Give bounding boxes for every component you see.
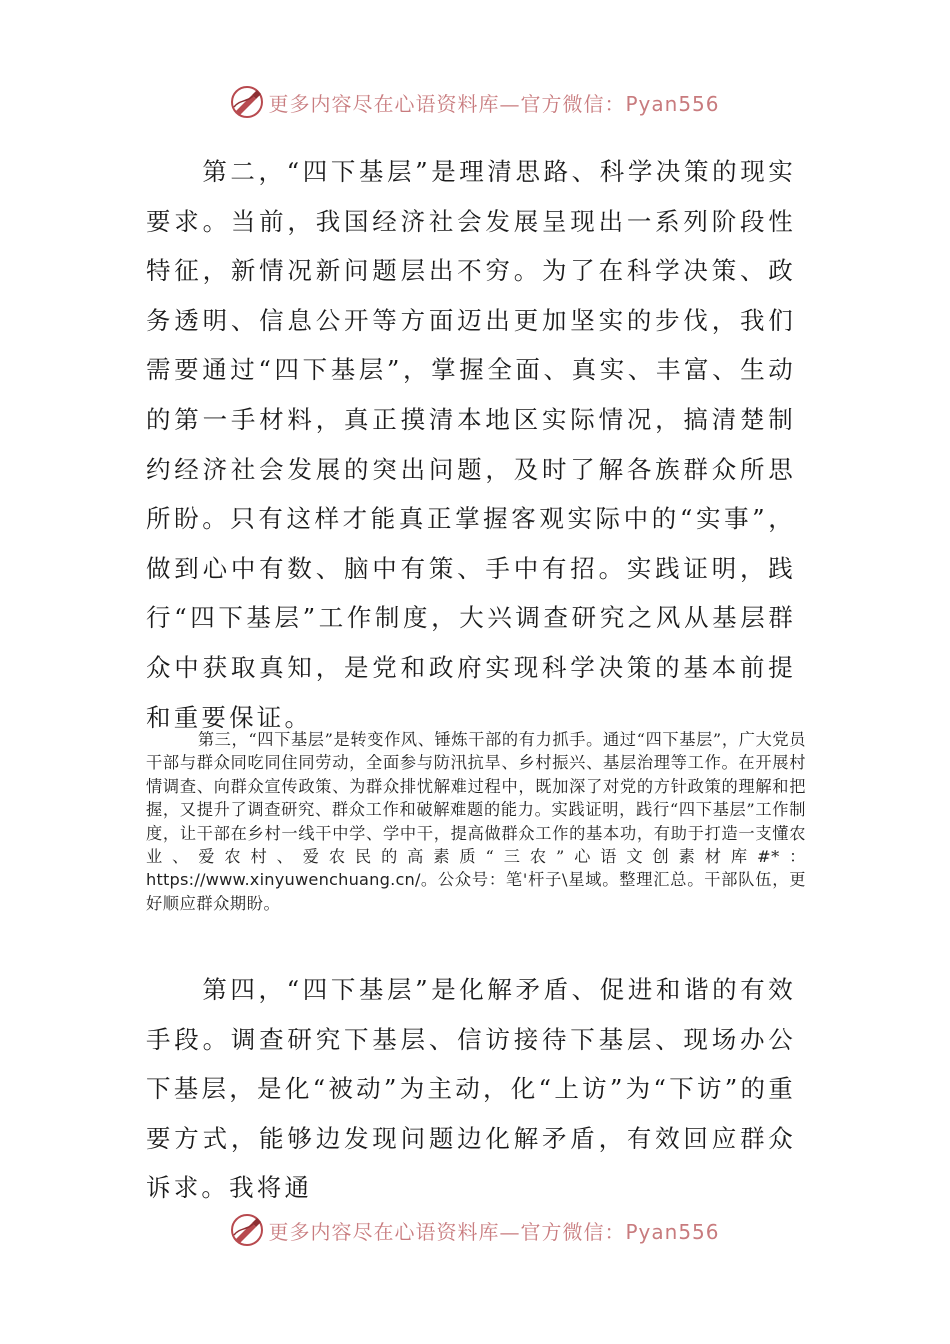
header-banner-cn: 更多内容尽在心语资料库—官方微信： <box>268 91 626 116</box>
header-wechat-id: Pyan556 <box>625 91 720 116</box>
pen-logo-icon <box>230 1213 264 1247</box>
header-banner <box>0 82 950 122</box>
footer-banner-text <box>268 1216 719 1245</box>
footer-banner-cn: 更多内容尽在心语资料库—官方微信： <box>268 1219 626 1244</box>
paragraph-fourth: 第四，“四下基层”是化解矛盾、促进和谐的有效手段。调查研究下基层、信访接待下基层、现场办公下基层，是化“被动”为主动，化“上访”为“下访”的重要方式，能够边发现问题边化解矛盾，有效回应群众诉求。我将通 <box>146 975 796 1203</box>
paragraph-third-tail: 。公众号：笔'杆子\星域。整理汇总。干部队伍，更好顺应群众期盼。 <box>146 870 806 913</box>
footer-wechat-id: Pyan556 <box>625 1219 720 1244</box>
footer-banner <box>0 1210 950 1250</box>
paragraph-third-url: https://www.xinyuwenchuang.cn/ <box>146 870 421 890</box>
paragraph-third <box>146 728 806 915</box>
paragraph-third-text: 第三，“四下基层”是转变作风、锤炼干部的有力抓手。通过“四下基层”，广大党员干部与群众同吃同住同劳动，全面参与防汛抗旱、乡村振兴、基层治理等工作。在开展村情调查、向群众宣传政策、为群众排忧解难过程中，既加深了对党的方针政策的理解和把握，又提升了调查研究、群众工作和破解难题的能力。实践证明，践行“四下基层”工作制度，让干部在乡村一线干中学、学中干，提高做群众工作的基本功，有助于打造一支懂农业、爱农村、爱农民的高素质“三农”心语文创素材库#*： <box>146 730 806 867</box>
pen-logo-icon <box>230 85 264 119</box>
paragraph-second: 第二，“四下基层”是理清思路、科学决策的现实要求。当前，我国经济社会发展呈现出一系列阶段性特征，新情况新问题层出不穷。为了在科学决策、政务透明、信息公开等方面迈出更加坚实的步伐，我们需要通过“四下基层”，掌握全面、真实、丰富、生动的第一手材料，真正摸清本地区实际情况，搞清楚制约经济社会发展的突出问题，及时了解各族群众所思所盼。只有这样才能真正掌握客观实际中的“实事”，做到心中有数、脑中有策、手中有招。实践证明，践行“四下基层”工作制度，大兴调查研究之风从基层群众中获取真知，是党和政府实现科学决策的基本前提和重要保证。 <box>146 157 796 732</box>
header-banner-text <box>268 88 719 117</box>
